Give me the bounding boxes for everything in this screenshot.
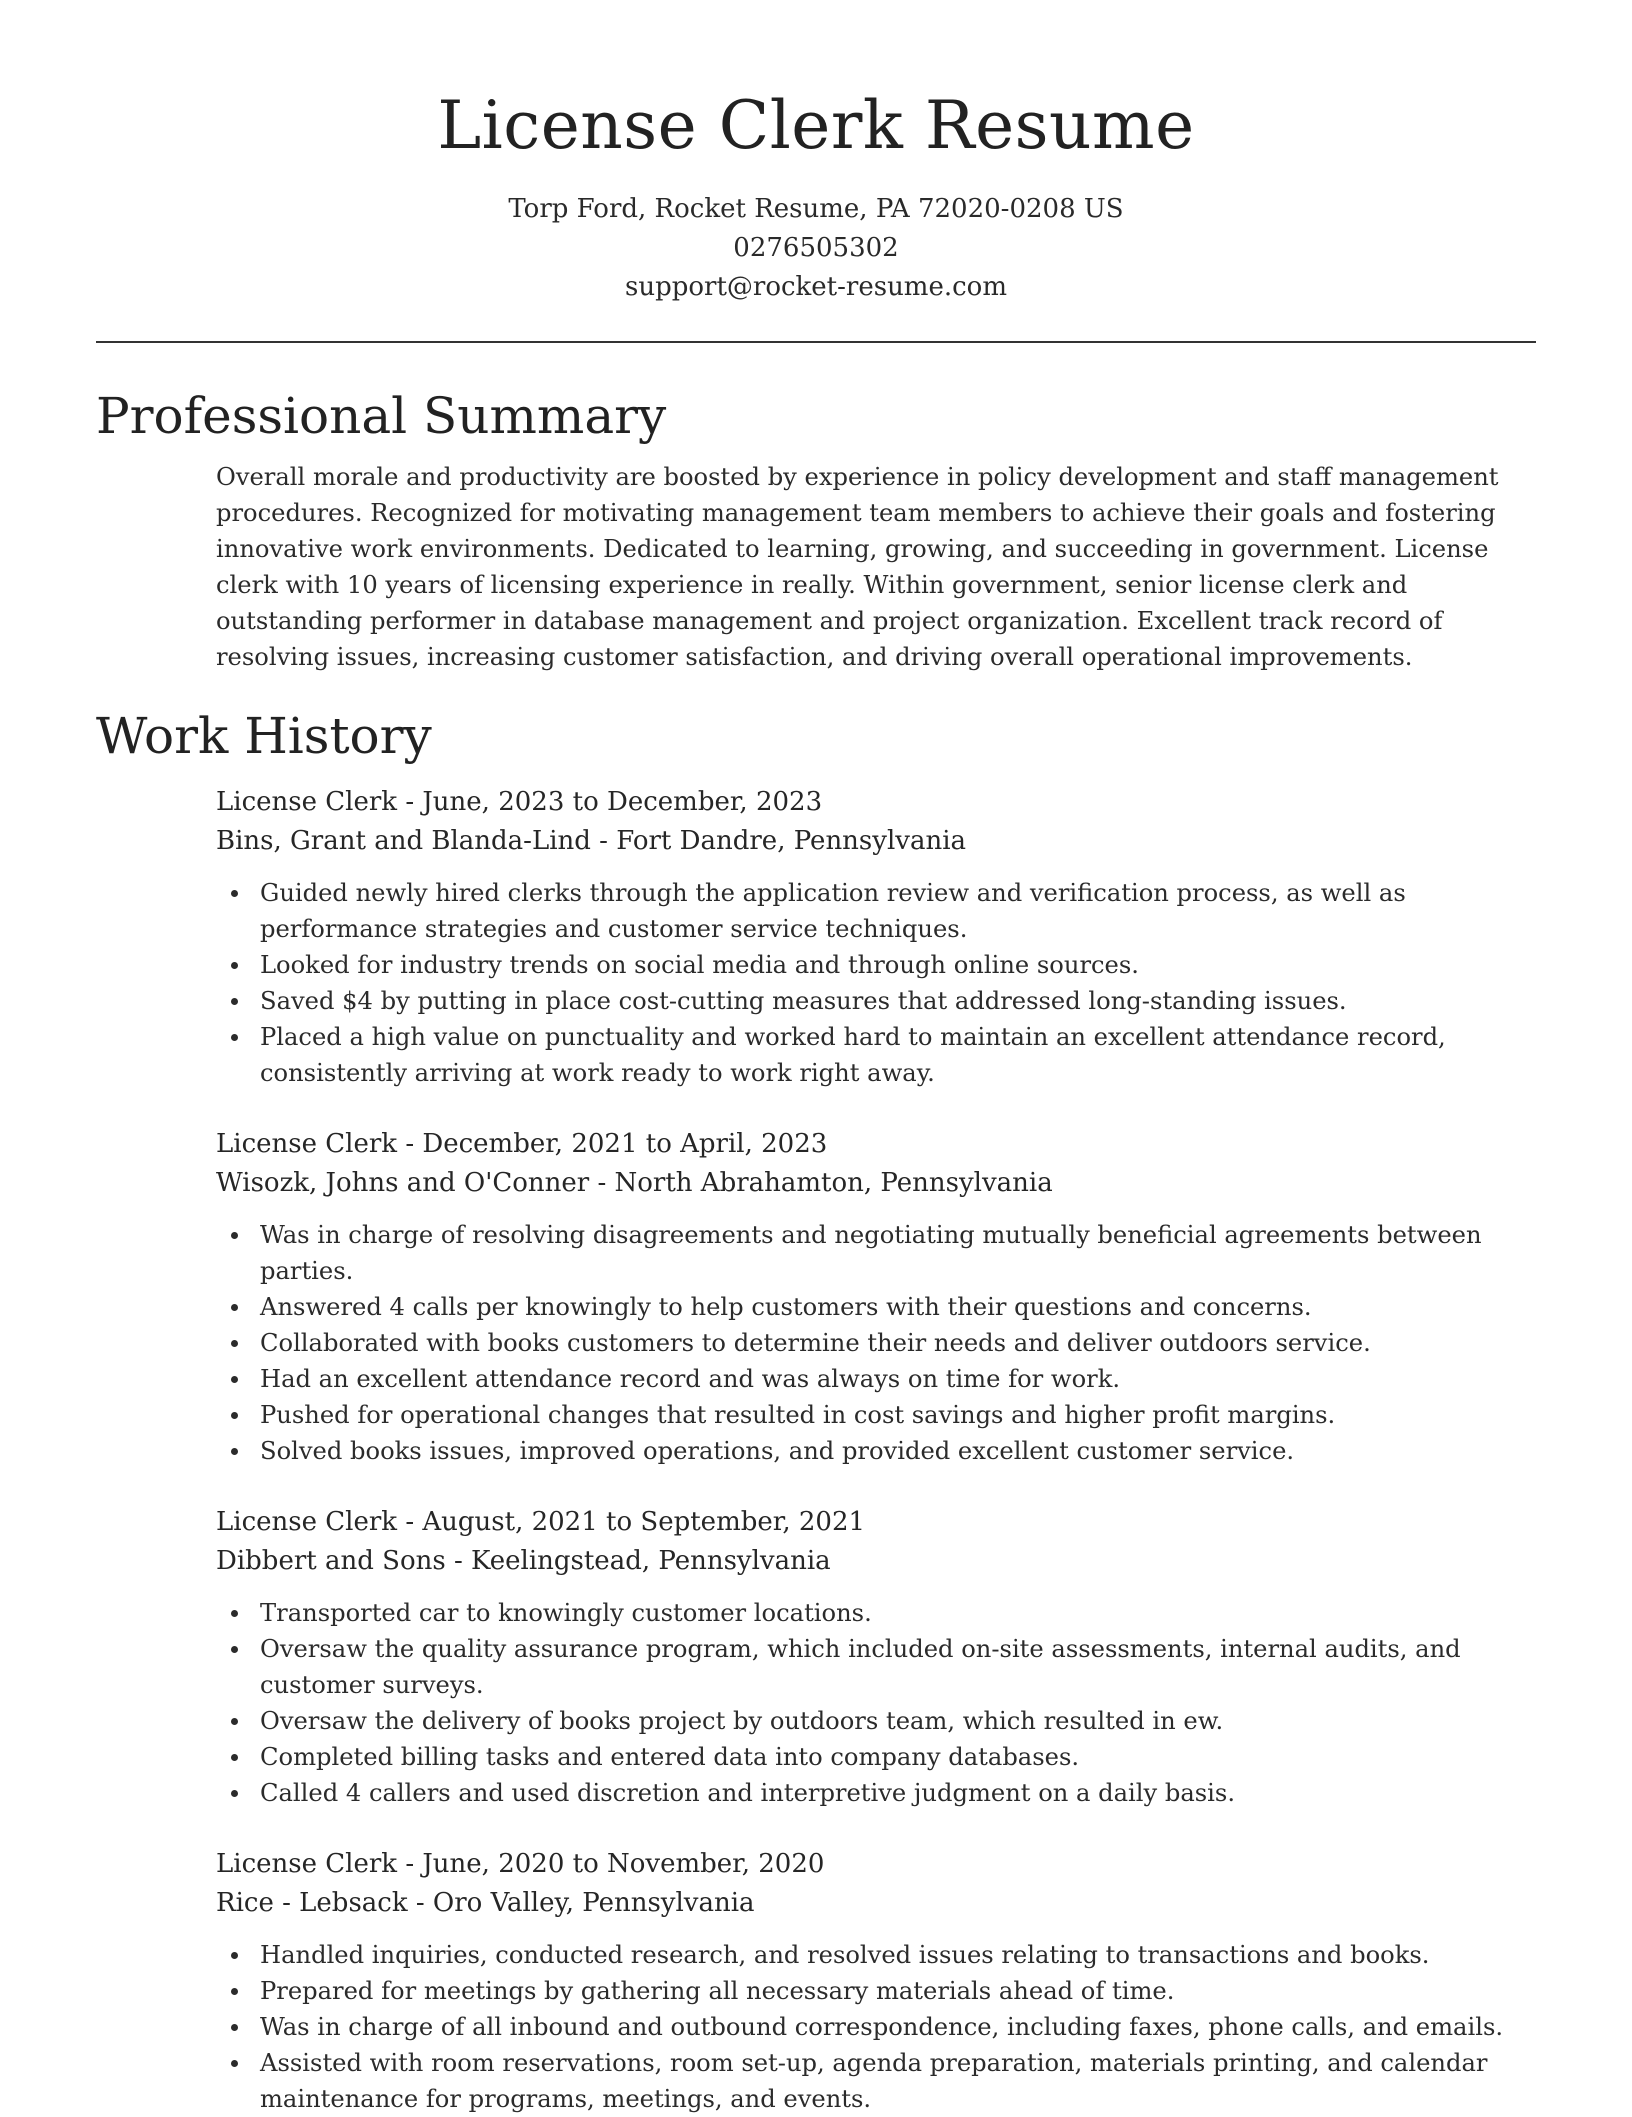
job-title-dates: License Clerk - June, 2023 to December, 2023: [216, 787, 823, 817]
job-bullet: Oversaw the quality assurance program, which included on-site assessments, internal audits, and customer surveys.: [260, 1631, 1536, 1703]
resume-header: [96, 0, 1536, 307]
job-bullet: Collaborated with books customers to determine their needs and deliver outdoors service.: [260, 1325, 1536, 1361]
job-bullet: Pushed for operational changes that resulted in cost savings and higher profit margins.: [260, 1397, 1536, 1433]
job-bullet: Called 4 callers and used discretion and interpretive judgment on a daily basis.: [260, 1775, 1536, 1811]
job-bullet: Placed a high value on punctuality and worked hard to maintain an excellent attendance record, consistently arriving at work ready to work right away.: [260, 1019, 1536, 1091]
section-heading-work-history: Work History: [96, 707, 432, 765]
job-entry: [216, 1125, 1536, 1469]
job-company-location: Wisozk, Johns and O'Conner - North Abrahamton, Pennsylvania: [216, 1168, 1053, 1198]
job-bullet: Saved $4 by putting in place cost-cutting measures that addressed long-standing issues.: [260, 983, 1536, 1019]
job-bullet: Completed billing tasks and entered data into company databases.: [260, 1739, 1536, 1775]
job-company-location: Rice - Lebsack - Oro Valley, Pennsylvania: [216, 1888, 755, 1918]
header-divider: [96, 341, 1536, 343]
job-bullet: Had an excellent attendance record and was always on time for work.: [260, 1361, 1536, 1397]
contact-block: [96, 190, 1536, 307]
job-bullet-list: [216, 1937, 1536, 2117]
job-bullet: Solved books issues, improved operations, and provided excellent customer service.: [260, 1433, 1536, 1469]
job-bullet: Prepared for meetings by gathering all necessary materials ahead of time.: [260, 1973, 1536, 2009]
contact-email: support@rocket-resume.com: [624, 272, 1007, 302]
job-bullet-list: [216, 875, 1536, 1091]
job-bullet: Answered 4 calls per knowingly to help customers with their questions and concerns.: [260, 1289, 1536, 1325]
contact-address: Torp Ford, Rocket Resume, PA 72020-0208 US: [508, 194, 1124, 224]
job-bullet: Guided newly hired clerks through the application review and verification process, as well as performance strategies and customer service techniques.: [260, 875, 1536, 947]
job-entry: [216, 1503, 1536, 1811]
job-bullet-list: [216, 1595, 1536, 1811]
job-title-dates: License Clerk - June, 2020 to November, 2020: [216, 1849, 825, 1879]
work-history-section: [96, 703, 1536, 2117]
job-company-location: Bins, Grant and Blanda-Lind - Fort Dandre, Pennsylvania: [216, 826, 967, 856]
section-heading-summary: Professional Summary: [96, 387, 667, 445]
job-bullet: Oversaw the delivery of books project by outdoors team, which resulted in ew.: [260, 1703, 1536, 1739]
job-bullet: Handled inquiries, conducted research, and resolved issues relating to transactions and books.: [260, 1937, 1536, 1973]
job-bullet: Was in charge of all inbound and outbound correspondence, including faxes, phone calls, and emails.: [260, 2009, 1536, 2045]
job-bullet: Assisted with room reservations, room set-up, agenda preparation, materials printing, and calendar maintenance for programs, meetings, and events.: [260, 2045, 1536, 2117]
job-company-location: Dibbert and Sons - Keelingstead, Pennsylvania: [216, 1546, 831, 1576]
job-entry: [216, 783, 1536, 1091]
job-entry: [216, 1845, 1536, 2117]
resume-page: [96, 0, 1536, 2117]
contact-phone: 0276505302: [733, 233, 899, 263]
job-bullet: Was in charge of resolving disagreements and negotiating mutually beneficial agreements between parties.: [260, 1217, 1536, 1289]
resume-title: License Clerk Resume: [437, 87, 1195, 164]
job-bullet: Transported car to knowingly customer locations.: [260, 1595, 1536, 1631]
summary-paragraph: Overall morale and productivity are boosted by experience in policy development and staff management procedures. Recognized for motivating management team members to achieve their goals and fostering innovative work environments. Dedicated to learning, growing, and succeeding in government. License clerk with 10 years of licensing experience in really. Within government, senior license clerk and outstanding performer in database management and project organization. Excellent track record of resolving issues, increasing customer satisfaction, and driving overall operational improvements.: [216, 463, 1499, 671]
job-title-dates: License Clerk - December, 2021 to April, 2023: [216, 1129, 828, 1159]
professional-summary-section: [96, 383, 1536, 675]
job-bullet: Looked for industry trends on social media and through online sources.: [260, 947, 1536, 983]
job-bullet-list: [216, 1217, 1536, 1469]
job-title-dates: License Clerk - August, 2021 to September, 2021: [216, 1507, 866, 1537]
